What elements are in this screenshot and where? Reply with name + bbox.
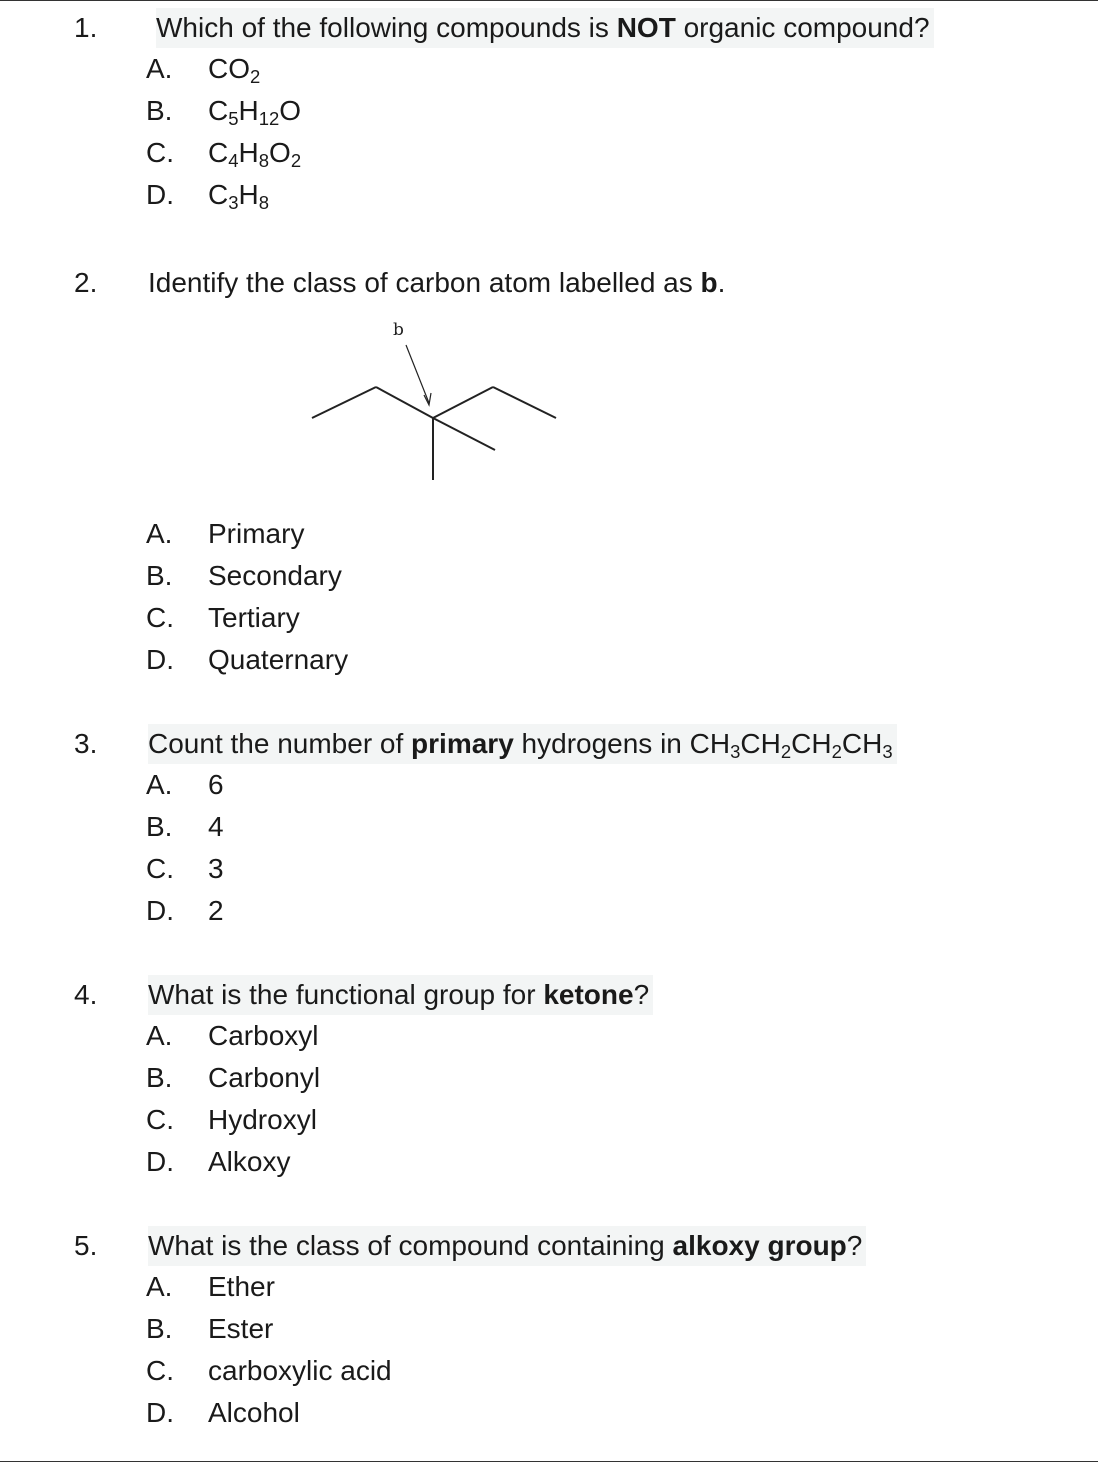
- question-number: 2.: [74, 267, 98, 298]
- option-formula: $C_5H_{12}O$: [208, 95, 302, 130]
- option-d[interactable]: [0, 1392, 1098, 1434]
- option-letter: C.: [146, 853, 174, 884]
- option-a[interactable]: [0, 1266, 1098, 1308]
- option-letter: A.: [146, 769, 173, 800]
- option-letter: B.: [146, 560, 173, 591]
- option-text: Alcohol: [208, 1397, 300, 1428]
- question-text: What is the class of compound containing alkoxy group?: [148, 1226, 866, 1266]
- bottom-rule: [0, 1461, 1098, 1462]
- option-c[interactable]: [0, 1350, 1098, 1392]
- option-text: carboxylic acid: [208, 1355, 392, 1386]
- option-text: Primary: [208, 518, 305, 549]
- option-letter: D.: [146, 895, 174, 926]
- bond: [433, 387, 493, 418]
- option-text: Alkoxy: [208, 1146, 291, 1177]
- option-c[interactable]: [0, 132, 1098, 174]
- option-text: Secondary: [208, 560, 342, 591]
- option-d[interactable]: [0, 639, 1098, 681]
- option-text: Carboxyl: [208, 1020, 319, 1051]
- option-text: 4: [208, 811, 224, 842]
- option-a[interactable]: [0, 513, 1098, 555]
- question-2-options: [0, 513, 1098, 681]
- option-letter: A.: [146, 1271, 173, 1302]
- option-letter: D.: [146, 1397, 174, 1428]
- option-b[interactable]: [0, 806, 1098, 848]
- option-c[interactable]: [0, 848, 1098, 890]
- option-letter: D.: [146, 179, 174, 210]
- question-5: [0, 1226, 1098, 1434]
- option-text: Ether: [208, 1271, 275, 1302]
- condensed-formula: $CH_3CH_2CH_2CH_3$: [689, 728, 893, 763]
- bond: [493, 387, 556, 418]
- option-c[interactable]: [0, 597, 1098, 639]
- carbon-label-b: b: [393, 320, 404, 340]
- option-a[interactable]: [0, 1015, 1098, 1057]
- option-letter: A.: [146, 518, 173, 549]
- option-a[interactable]: [0, 764, 1098, 806]
- option-letter: C.: [146, 1355, 174, 1386]
- option-formula: $C_4H_8O_2$: [208, 137, 302, 172]
- option-letter: C.: [146, 137, 174, 168]
- question-2: [0, 263, 1098, 303]
- option-b[interactable]: [0, 1308, 1098, 1350]
- option-letter: C.: [146, 602, 174, 633]
- question-3: [0, 724, 1098, 932]
- option-b[interactable]: [0, 90, 1098, 132]
- option-d[interactable]: [0, 890, 1098, 932]
- option-text: Tertiary: [208, 602, 300, 633]
- option-text: 6: [208, 769, 224, 800]
- option-letter: A.: [146, 53, 173, 84]
- option-letter: C.: [146, 1104, 174, 1135]
- question-text: Count the number of primary hydrogens in $CH_3CH_2CH_2CH_3$: [148, 724, 897, 764]
- option-d[interactable]: [0, 1141, 1098, 1183]
- option-b[interactable]: [0, 555, 1098, 597]
- option-letter: B.: [146, 1313, 173, 1344]
- top-rule: [0, 0, 1098, 1]
- option-letter: D.: [146, 644, 174, 675]
- question-number: 5.: [74, 1230, 98, 1261]
- option-formula: $C_3H_8$: [208, 179, 270, 214]
- question-text: Identify the class of carbon atom labelled as b.: [148, 267, 726, 298]
- option-letter: D.: [146, 1146, 174, 1177]
- question-1: [0, 8, 1098, 216]
- option-text: Ester: [208, 1313, 274, 1344]
- skeletal-structure-figure: [300, 315, 580, 485]
- option-text: Hydroxyl: [208, 1104, 317, 1135]
- option-text: Quaternary: [208, 644, 349, 675]
- option-text: 2: [208, 895, 224, 926]
- question-number: 1.: [74, 12, 98, 43]
- option-formula: $CO_2$: [208, 53, 261, 88]
- question-text: What is the functional group for ketone?: [148, 975, 653, 1015]
- option-text: 3: [208, 853, 224, 884]
- bond: [433, 418, 495, 450]
- question-number: 3.: [74, 728, 98, 759]
- question-number: 4.: [74, 979, 98, 1010]
- bond: [312, 387, 376, 418]
- option-letter: B.: [146, 95, 173, 126]
- option-letter: B.: [146, 1062, 173, 1093]
- option-d[interactable]: [0, 174, 1098, 216]
- question-text: Which of the following compounds is NOT organic compound?: [156, 8, 934, 48]
- option-a[interactable]: [0, 48, 1098, 90]
- option-b[interactable]: [0, 1057, 1098, 1099]
- option-letter: A.: [146, 1020, 173, 1051]
- question-4: [0, 975, 1098, 1183]
- option-text: Carbonyl: [208, 1062, 321, 1093]
- label-arrow: [406, 345, 429, 403]
- option-c[interactable]: [0, 1099, 1098, 1141]
- option-letter: B.: [146, 811, 173, 842]
